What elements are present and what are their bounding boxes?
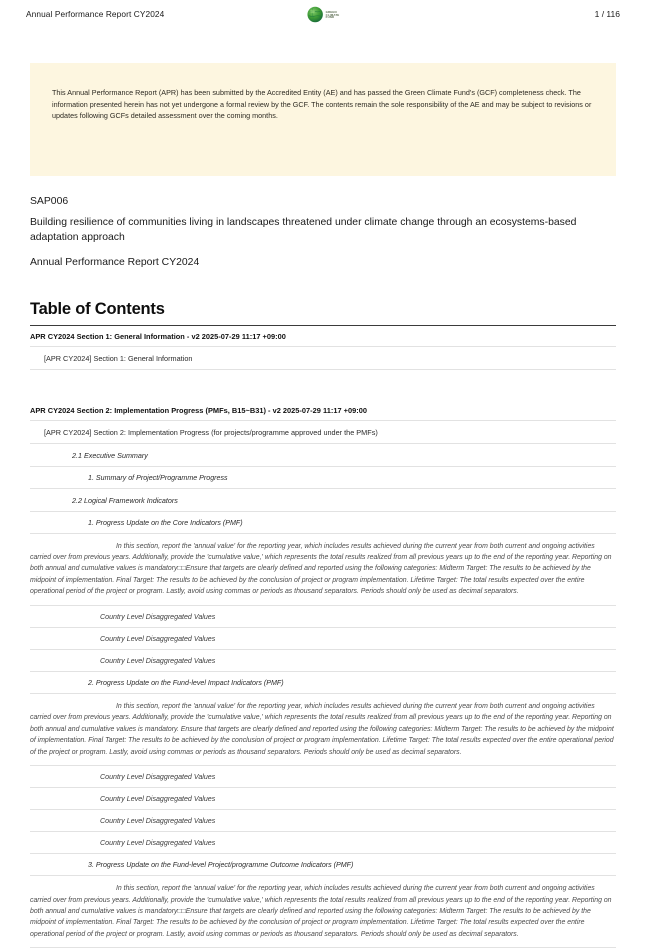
toc-entry[interactable]: 3. Progress Update on the Fund-level Project/programme Outcome Indicators (PMF)	[30, 854, 616, 876]
toc-entry[interactable]: Country Level Disaggregated Values	[30, 832, 616, 854]
gcf-logo	[307, 6, 340, 23]
toc-section-spacer	[30, 370, 616, 400]
logo-line-1: GREEN	[325, 9, 337, 14]
table-of-contents	[30, 300, 616, 948]
toc-instruction-text: In this section, report the 'annual value' for the reporting year, which includes results achieved during the current year from both current and ongoing activities carried over from previous years. Additionally, provide the 'cumulative value,' which represents the total results realized from all previous years up to the end of the reporting year. Reporting on both annual and cumulative values is mandatory. Ensure that targets are clearly defined and reported using the following categories: Midterm Target: The results to be achieved by the midpoint of implementation. Final Target: The results to be achieved by the conclusion of project or program implementation. Lifetime Target: The total results expected over the entire operational period of the project or program. Lastly, avoid using commas or periods as thousand separators. Periods should only be used as decimal separators.	[30, 702, 614, 756]
toc-entry[interactable]: 1. Summary of Project/Programme Progress	[30, 467, 616, 489]
toc-entry[interactable]: [APR CY2024] Section 2: Implementation Progress (for projects/programme approved under the PMFs)	[30, 421, 616, 444]
toc-entry[interactable]: 2.1 Executive Summary	[30, 444, 616, 467]
toc-instruction-text: In this section, report the 'annual value' for the reporting year, which includes results achieved during the current year from both current and ongoing activities carried over from previous years. Additionally, provide the 'cumulative value,' which represents the total results realized from all previous years up to the end of the reporting year. Reporting on both annual and cumulative values is mandatory□□Ensure that targets are clearly defined and reported using the following categories: Midterm Target: The results to be achieved by the midpoint of implementation. Final Target: The results to be achieved by the conclusion of project or program implementation. Lifetime Target: The total results expected over the entire operational period of the project or program. Lastly, avoid using commas or periods as thousand separators. Periods should only be used as decimal separators.	[30, 885, 612, 938]
toc-heading: Table of Contents	[30, 300, 616, 326]
toc-entry[interactable]: Country Level Disaggregated Values	[30, 788, 616, 810]
toc-instruction-text: In this section, report the 'annual value' for the reporting year, which includes results achieved during the current year from both current and ongoing activities carried over from previous years. Additionally, provide the 'cumulative value,' which represents the total results realized from all previous years up to the end of the reporting year. Reporting on both annual and cumulative values is mandatory□□Ensure that targets are clearly defined and reported using the following categories: Midterm Target: The results to be achieved by the midpoint of implementation. Final Target: The results to be achieved by the conclusion of project or program implementation. Lifetime Target: The total results expected over the entire operational period of the project or program. Lastly, avoid using commas or periods as thousand separators. Periods should only be used as decimal separators.	[30, 542, 612, 596]
toc-list	[30, 326, 616, 948]
toc-entry[interactable]: 2. Progress Update on the Fund-level Impact Indicators (PMF)	[30, 672, 616, 694]
toc-instruction-paragraph	[30, 534, 616, 606]
toc-entry[interactable]: 2.2 Logical Framework Indicators	[30, 489, 616, 512]
logo-line-2: CLIMATE	[325, 12, 340, 17]
globe-icon	[307, 6, 324, 23]
toc-entry[interactable]: Country Level Disaggregated Values	[30, 650, 616, 672]
toc-entry[interactable]: Country Level Disaggregated Values	[30, 606, 616, 628]
page-header	[0, 0, 646, 39]
project-code: SAP006	[30, 196, 69, 207]
toc-entry[interactable]: Country Level Disaggregated Values	[30, 810, 616, 832]
toc-entry[interactable]: Country Level Disaggregated Values	[30, 628, 616, 650]
completeness-check-notice	[30, 63, 616, 176]
notice-text: This Annual Performance Report (APR) has been submitted by the Accredited Entity (AE) and has passed the Green Climate Fund's (GCF) completeness check. The information presented herein has not yet undergone a formal review by the GCF. The contents remain the sole responsibility of the AE and may be subject to revisions or updates following GCFs detailed assessment over the coming months.	[52, 88, 592, 121]
page-number-indicator: 1 / 116	[594, 9, 620, 19]
toc-entry[interactable]: Country Level Disaggregated Values	[30, 766, 616, 788]
toc-section-header[interactable]: APR CY2024 Section 1: General Information - v2 2025-07-29 11:17 +09:00	[30, 326, 616, 347]
toc-entry[interactable]: [APR CY2024] Section 1: General Information	[30, 347, 616, 370]
toc-entry[interactable]: 1. Progress Update on the Core Indicators (PMF)	[30, 512, 616, 534]
report-subtitle: Annual Performance Report CY2024	[30, 256, 200, 268]
logo-line-3: FUND	[325, 15, 335, 20]
gcf-logo-text	[326, 10, 340, 20]
toc-section-header[interactable]: APR CY2024 Section 2: Implementation Progress (PMFs, B15~B31) - v2 2025-07-29 11:17 +09:00	[30, 400, 616, 421]
toc-instruction-paragraph	[30, 876, 616, 948]
project-title: Building resilience of communities living in landscapes threatened under climate change through an ecosystems-based adaptation approach	[30, 217, 577, 243]
document-title-block	[30, 196, 616, 268]
header-report-title: Annual Performance Report CY2024	[26, 9, 165, 19]
toc-instruction-paragraph	[30, 694, 616, 766]
